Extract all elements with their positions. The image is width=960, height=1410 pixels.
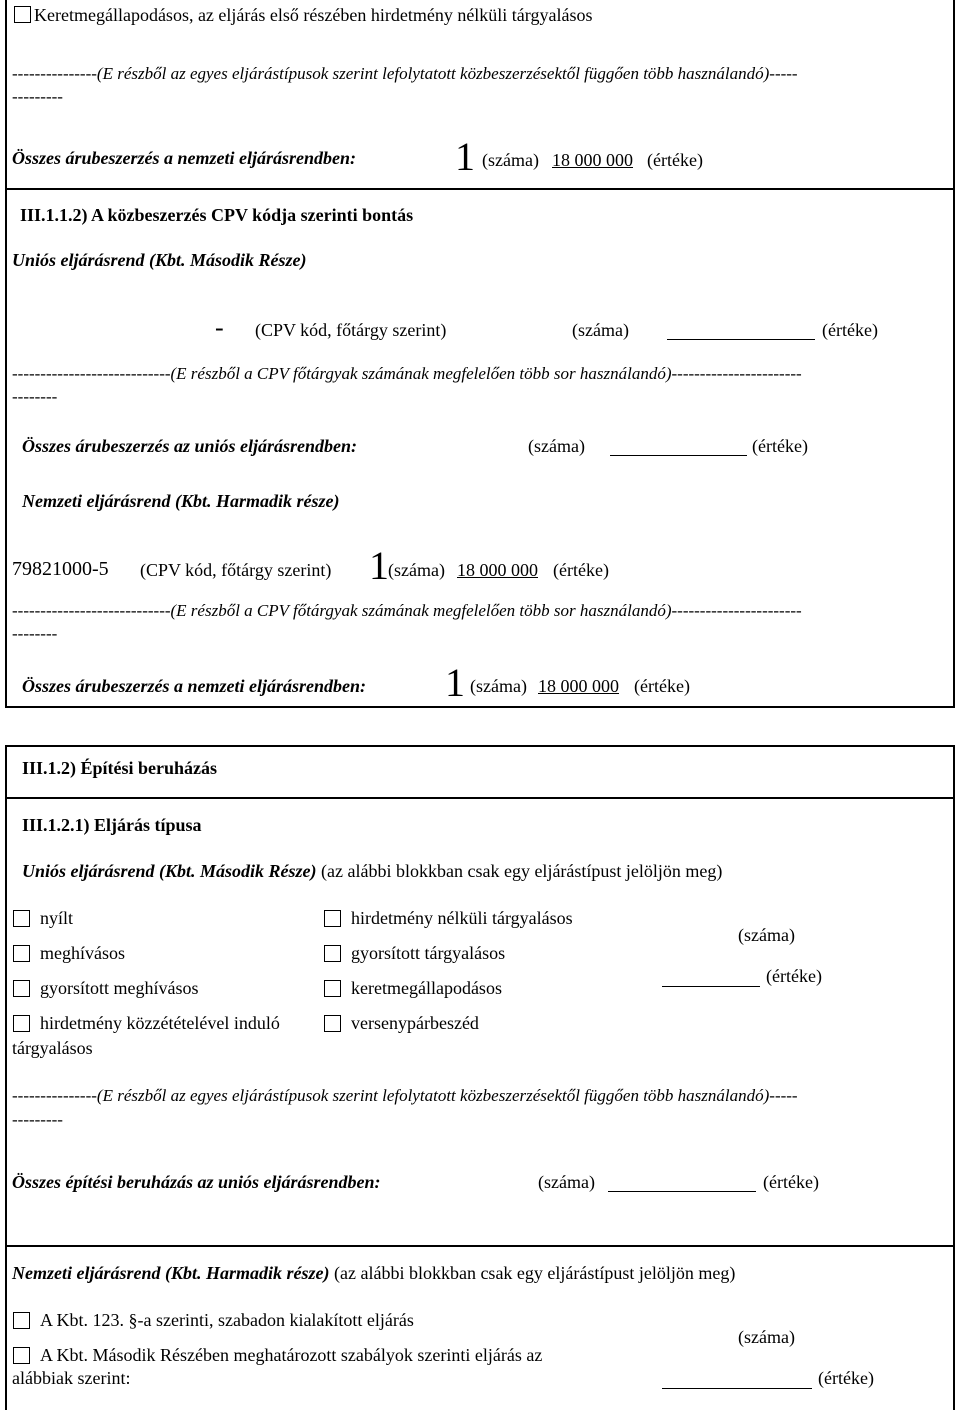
national-total-szama: (száma) [482,150,539,170]
eu-regime-label: Uniós eljárásrend (Kbt. Második Része) [12,250,307,270]
national-total-label-2: Összes árubeszerzés a nemzeti eljárásrendben: [22,676,367,696]
national-cpv-value: 18 000 000 [457,560,538,580]
option-versenyparbeszed: versenypárbeszéd [351,1013,479,1033]
works-eu-total-erteke: (értéke) [763,1172,819,1192]
national-works-erteke: (értéke) [818,1368,874,1388]
note-dashes: ---------------(E részből az egyes eljárástípusok szerint lefolytatott közbeszerzésektől függően több használandó)----- [12,64,798,83]
national-cpv-count: 1 [369,543,389,588]
national-total-szama-2: (száma) [470,676,527,696]
option-hirdetmeny-nelkuli: hirdetmény nélküli tárgyalásos [351,908,573,928]
national-total-count-2: 1 [445,660,465,705]
eu-total-label: Összes árubeszerzés az uniós eljárásrendben: [22,436,358,456]
option-keretmegallapodasos: keretmegállapodásos [351,978,502,998]
national-cpv-erteke: (értéke) [553,560,609,580]
works-value-blank[interactable] [662,972,760,987]
option-nyilt: nyílt [40,908,74,928]
works-heading: III.1.2) Építési beruházás [22,758,218,778]
eu-total-blank[interactable] [610,441,747,456]
checkbox-kbt-masodik-resz[interactable] [13,1347,30,1364]
national-cpv-label: (CPV kód, főtárgy szerint) [140,560,332,580]
note-dashes-tail: --------- [12,87,63,106]
framework-checkbox-label: Keretmegállapodásos, az eljárás első részében hirdetmény nélküli tárgyalásos [34,5,593,25]
checkbox-hirdetmeny-kozzetetelevel[interactable] [13,1015,30,1032]
cpv-value-blank[interactable] [667,325,815,340]
cpv-szama: (száma) [572,320,629,340]
national-cpv-code: 79821000-5 [12,558,109,580]
checkbox-keretmegallapodasos[interactable] [324,980,341,997]
checkbox-kbt-123[interactable] [13,1312,30,1329]
cpv-label: (CPV kód, főtárgy szerint) [255,320,447,340]
cpv-note-tail: -------- [12,387,58,406]
works-erteke: (értéke) [766,966,822,986]
national-total-value-2: 18 000 000 [538,676,619,696]
works-national-regime-note: (az alábbi blokkban csak egy eljárástípust jelöljön meg) [334,1263,736,1283]
option-gyorsitott-targyalasos: gyorsított tárgyalásos [351,943,506,963]
works-eu-regime-note: (az alábbi blokkban csak egy eljárástípust jelöljön meg) [321,861,723,881]
national-total-count: 1 [455,134,475,179]
national-works-szama: (száma) [738,1327,795,1347]
option-kbt-masodik-resz-wrap: alábbiak szerint: [12,1368,131,1388]
works-dashes-tail: --------- [12,1110,63,1129]
option-kbt-masodik-resz: A Kbt. Második Részében meghatározott szabályok szerinti eljárás az [40,1345,543,1365]
national-regime-label: Nemzeti eljárásrend (Kbt. Harmadik része) [22,491,340,511]
cpv-note-2: ----------------------------(E részből a CPV főtárgyak számának megfelelően több sor használandó)----------------------- [12,601,802,620]
option-hirdetmeny-kozzetetelevel-wrap: tárgyalásos [12,1038,93,1058]
works-eu-regime-line [22,861,722,882]
checkbox-gyorsitott-meghivasos[interactable] [13,980,30,997]
cpv-note: ----------------------------(E részből a CPV főtárgyak számának megfelelően több sor használandó)----------------------- [12,364,802,383]
works-eu-total-szama: (száma) [538,1172,595,1192]
national-cpv-szama: (száma) [388,560,445,580]
rule-1 [5,188,955,190]
eu-total-szama: (száma) [528,436,585,456]
option-hirdetmeny-kozzetetelevel: hirdetmény közzétételével induló [40,1013,280,1033]
cpv-note-2-tail: -------- [12,624,58,643]
cpv-dash: - [215,313,224,342]
eu-total-erteke: (értéke) [752,436,808,456]
works-national-regime-label: Nemzeti eljárásrend (Kbt. Harmadik része) [12,1263,330,1283]
national-total-erteke: (értéke) [647,150,703,170]
works-eu-total-label: Összes építési beruházás az uniós eljárásrendben: [12,1172,381,1192]
option-meghivasos: meghívásos [40,943,125,963]
national-total-erteke-2: (értéke) [634,676,690,696]
works-eu-total-blank[interactable] [608,1177,756,1192]
cpv-heading: III.1.1.2) A közbeszerzés CPV kódja szerinti bontás [20,205,414,225]
checkbox-gyorsitott-targyalasos[interactable] [324,945,341,962]
cpv-erteke: (értéke) [822,320,878,340]
works-national-regime-line [12,1263,735,1284]
works-dashes-note: ---------------(E részből az egyes eljárástípusok szerint lefolytatott közbeszerzésektől függően több használandó)----- [12,1086,798,1105]
national-total-label: Összes árubeszerzés a nemzeti eljárásrendben: [12,148,357,168]
option-kbt-123: A Kbt. 123. §-a szerinti, szabadon kialakított eljárás [40,1310,414,1330]
checkbox-versenyparbeszed[interactable] [324,1015,341,1032]
proc-type-heading: III.1.2.1) Eljárás típusa [22,815,202,835]
option-gyorsitott-meghivasos: gyorsított meghívásos [40,978,199,998]
national-works-value-blank[interactable] [662,1374,812,1389]
checkbox-hirdetmeny-nelkuli[interactable] [324,910,341,927]
rule-2 [5,797,955,799]
checkbox-meghivasos[interactable] [13,945,30,962]
rule-3 [5,1245,955,1247]
works-szama: (száma) [738,925,795,945]
works-eu-regime-label: Uniós eljárásrend (Kbt. Második Része) [22,861,317,881]
checkbox-nyilt[interactable] [13,910,30,927]
national-total-value: 18 000 000 [552,150,633,170]
framework-checkbox[interactable] [14,6,31,23]
